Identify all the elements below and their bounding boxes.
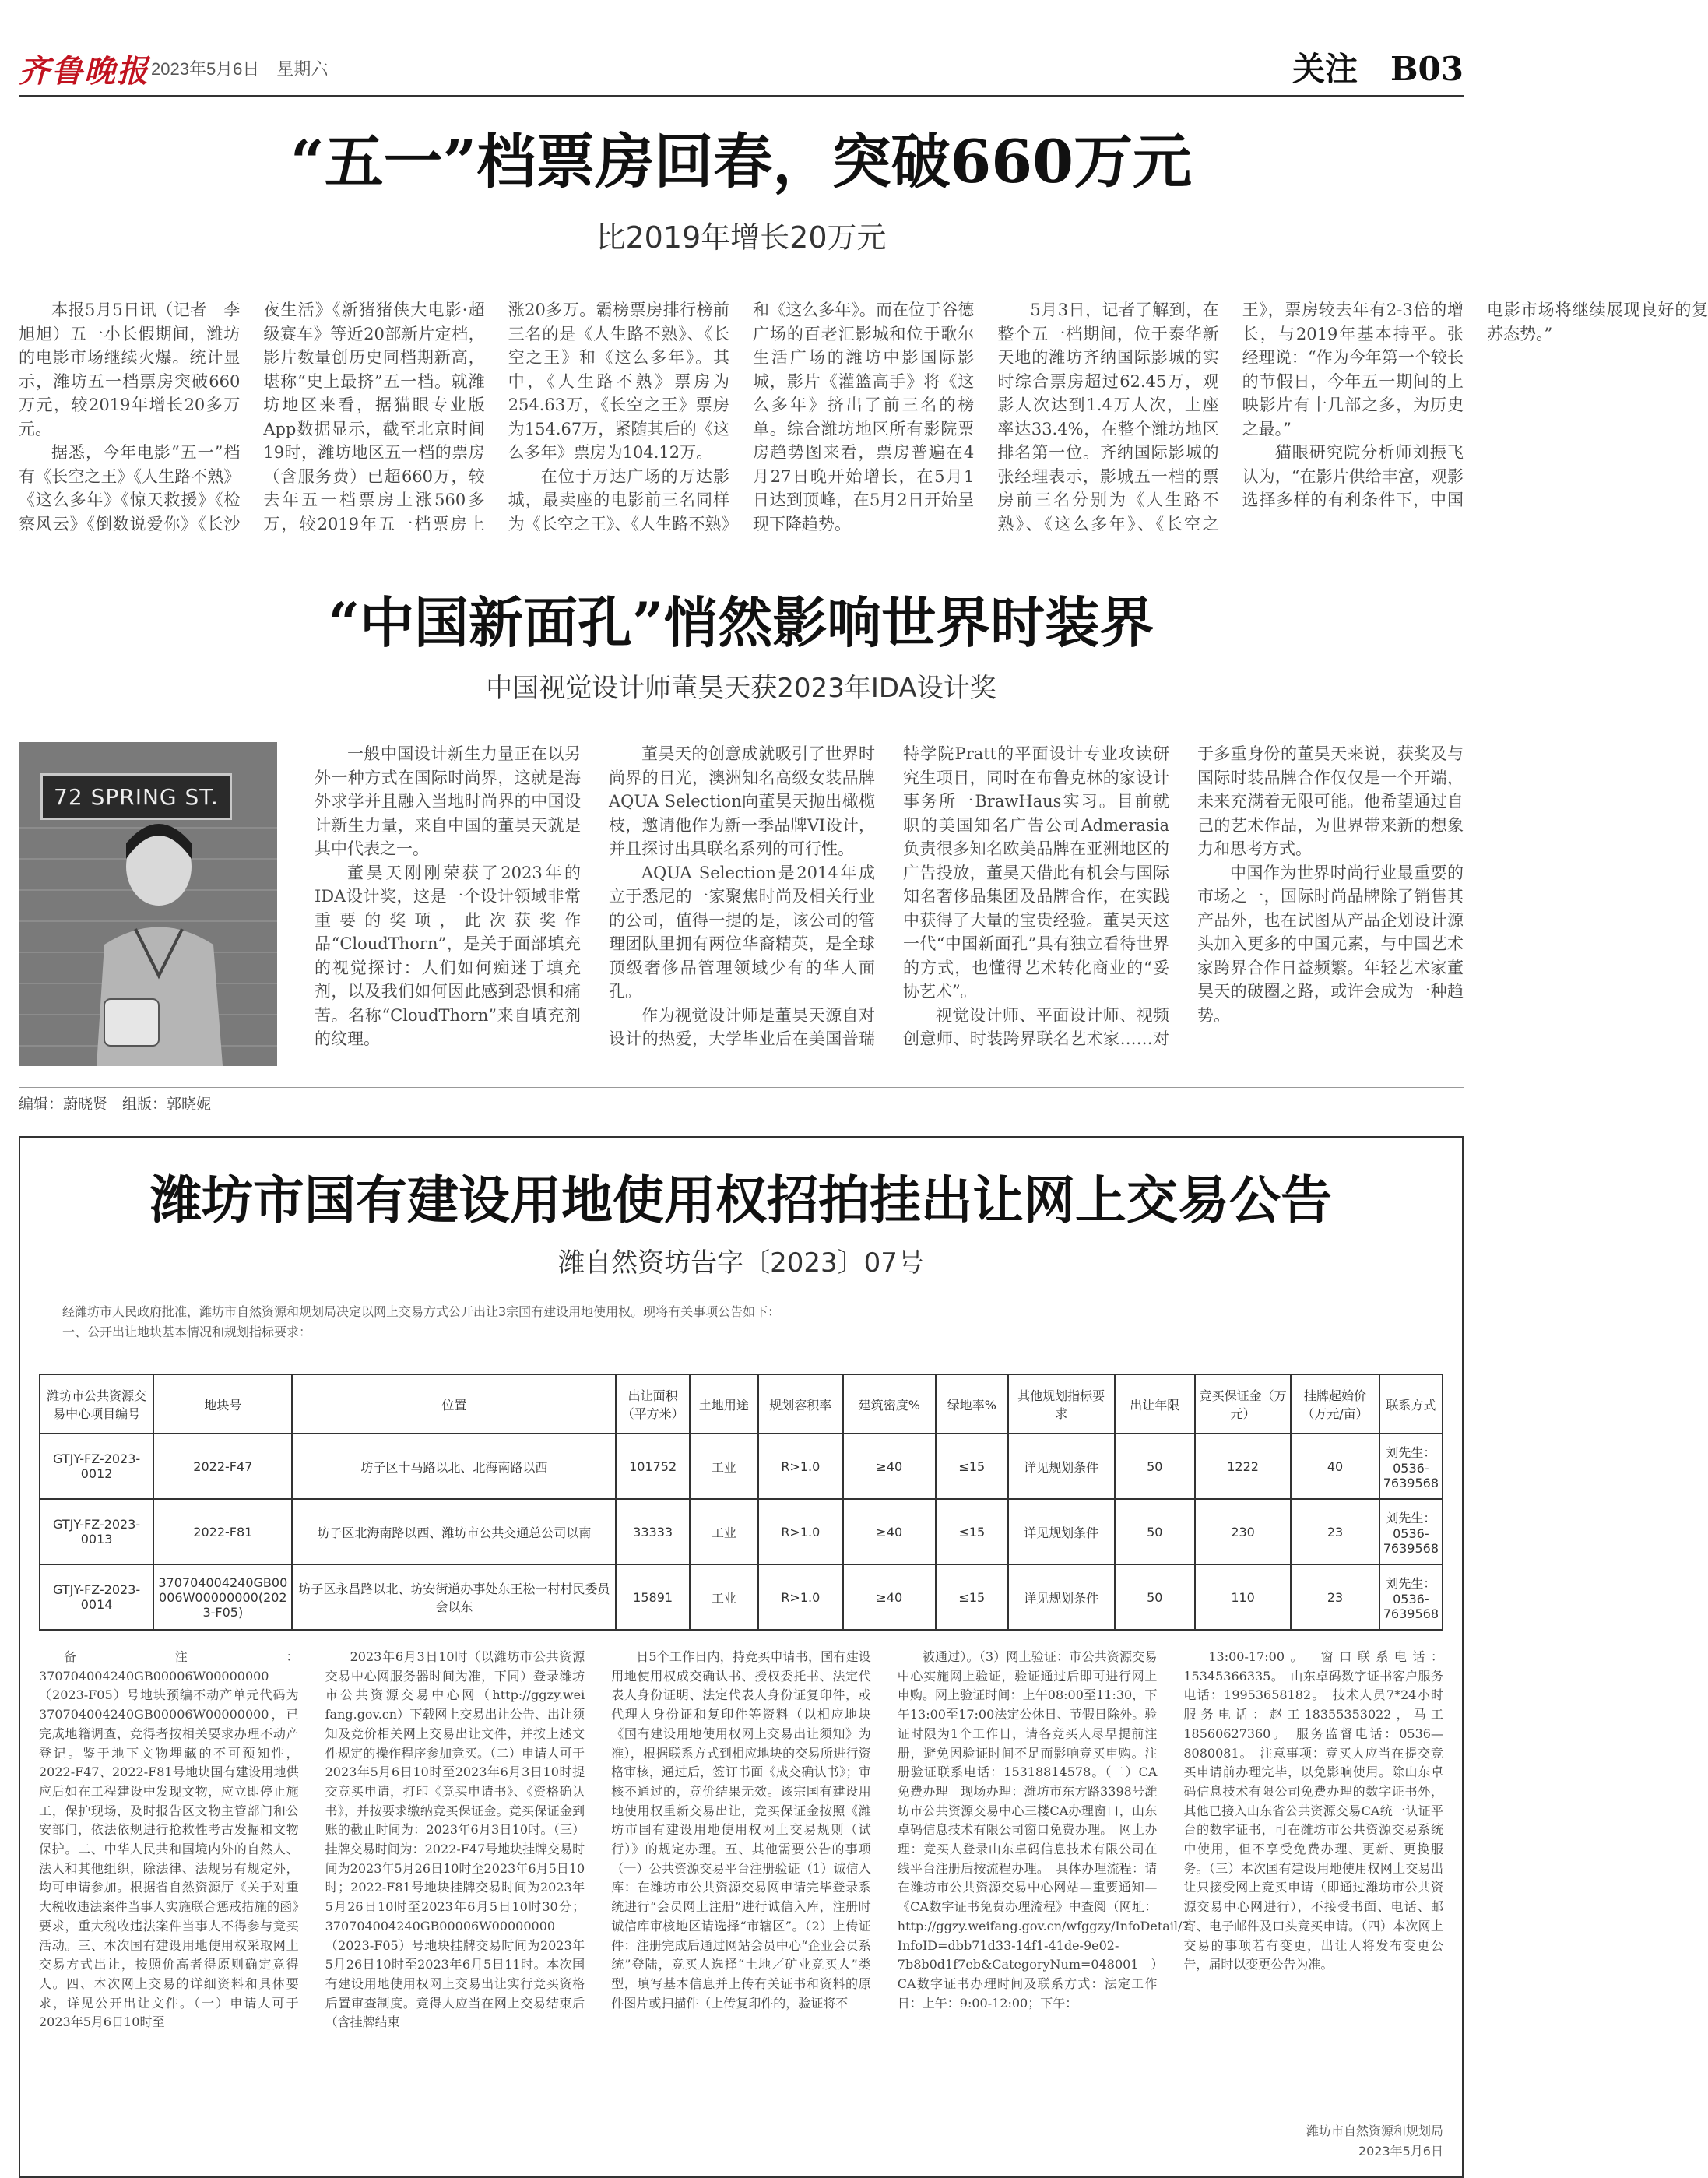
table-cell: ≥40 — [843, 1499, 936, 1564]
table-cell: 刘先生：0536-7639568 — [1379, 1434, 1443, 1499]
article2-subtitle: 中国视觉设计师董昊天获2023年IDA设计奖 — [486, 673, 996, 704]
table-cell: 坊子区十马路以北、北海南路以西 — [292, 1434, 616, 1499]
table-cell: 40 — [1291, 1434, 1379, 1499]
notice-subtitle: 潍自然资坊告字〔2023〕07号 — [558, 1247, 924, 1279]
table-cell: 50 — [1115, 1499, 1195, 1564]
table-cell: GTJY-FZ-2023-0012 — [40, 1434, 153, 1499]
column-header: 出让面积（平方米） — [616, 1374, 689, 1434]
article2-paragraph: 作为视觉设计师是董昊天源自对设计的热爱，大学毕业后在美国普瑞特学院Pratt的平面设计专业攻读研究生项目，同时在布鲁克林的家设计事务所一BrawHaus实习。目前就职的美国知名广告公司Admerasia负责很多知名欧美品牌在亚洲地区的广告投放，董昊天借此有机会与国际知名奢侈品集团及品牌合作，在实践中获得了大量的宝贵经验。董昊天这一代“中国新面孔”具有独立看待世界的方式，也懂得艺术转化商业的“妥协艺术”。 — [609, 744, 1169, 1048]
land-parcel-table — [39, 1374, 1443, 1631]
table-cell: ≤15 — [936, 1564, 1008, 1630]
table-cell: 33333 — [616, 1499, 689, 1564]
table-cell: R>1.0 — [758, 1499, 843, 1564]
table-cell: 23 — [1291, 1499, 1379, 1564]
notice-issuer: 潍坊市自然资源和规划局 — [1306, 2123, 1443, 2138]
table-row — [40, 1564, 1443, 1630]
editor-credit: 编辑：蔚晓贤 组版：郭晓妮 — [19, 1096, 212, 1113]
table-cell: R>1.0 — [758, 1434, 843, 1499]
article2-paragraph: 一般中国设计新生力量正在以另外一种方式在国际时尚界，这就是海外求学并且融入当地时尚界的中国设计新生力量，来自中国的董昊天就是其中代表之一。 — [315, 744, 581, 858]
table-cell: 刘先生：0536-7639568 — [1379, 1499, 1443, 1564]
column-header: 潍坊市公共资源交易中心项目编号 — [40, 1374, 153, 1434]
article1-paragraph: 在位于万达广场的万达影城，最卖座的电影前三名同样为《长空之王》、《人生路不熟》和《这么多年》。而在位于谷德广场的百老汇影城和位于歌尔生活广场的潍坊中影国际影城，影片《灌篮高手》将《这么多年》挤出了前三名的榜单。综合潍坊地区所有影院票房趋势图来看，票房普遍在4月27日晚开始增长，在5月1日达到顶峰，在5月2日开始呈现下降趋势。 — [508, 301, 975, 533]
table-cell: 2022-F81 — [153, 1499, 292, 1564]
notice-column: 2023年6月3日10时（以潍坊市公共资源交易中心网服务器时间为准，下同）登录潍坊市公共资源交易中心网（http://ggzy.wei fang.gov.cn）下载网上交易出让公告、出让须知及竞价相关网上交易出让文件，并按上述文件规定的操作程序参加竞买。（二）申请人可于2023年5月6日10时至2023年6月3日10时提交竞买申请，打印《竞买申请书》、《资格确认书》，并按要求缴纳竞买保证金。竞买保证金到账的截止时间为：2023年6月3日10时。（三）挂牌交易时间为：2022-F47号地块挂牌交易时间为2023年5月26日10时至2023年6月5日10时；2022-F81号地块挂牌交易时间为2023年5月26日10时至2023年6月5日10时30分；370704004240GB00006W00000000（2023-F05）号地块挂牌交易时间为2023年5月26日10时至2023年6月5日11时。本次国有建设用地使用权网上交易出让实行竞买资格后置审查制度。竞得人应当在网上交易结束后（含挂牌结束 — [325, 1649, 585, 2030]
column-header: 其他规划指标要求 — [1008, 1374, 1115, 1434]
column-header: 地块号 — [153, 1374, 292, 1434]
table-cell: 2022-F47 — [153, 1434, 292, 1499]
newspaper-logo: 齐鲁晚报 — [19, 53, 149, 90]
notice-column: 13:00-17:00。 窗口联系电话：15345366335。 山东卓码数字证书客户服务电话：19953658182。 技术人员7*24小时服务电话：赵工18355353022，马工18560627360。 服务监督电话：0536—8080081。 注意事项：竞买人应当在提交竞买申请前办理完毕，以免影响使用。除山东卓码信息技术有限公司免费办理的数字证书外，其他已接入山东省公共资源交易CA统一认证平台的数字证书，可在潍坊市公共资源交易系统中使用，但不享受免费办理、更新、更换服务。（三）本次国有建设用地使用权网上交易出让只接受网上竞买申请（即通过潍坊市公共资源交易中心网进行），不接受书面、电话、邮寄、电子邮件及口头竞买申请。（四）本次网上交易的事项若有变更，出让人将发布变更公告，届时以变更公告为准。 — [1183, 1649, 1443, 1972]
masthead — [19, 39, 1464, 90]
table-cell: 50 — [1115, 1564, 1195, 1630]
table-cell: 50 — [1115, 1434, 1195, 1499]
table-cell: 工业 — [690, 1499, 758, 1564]
table-row — [40, 1434, 1443, 1499]
article1-body — [19, 298, 1708, 555]
table-cell: GTJY-FZ-2023-0014 — [40, 1564, 153, 1630]
table-cell: 坊子区北海南路以西、潍坊市公共交通总公司以南 — [292, 1499, 616, 1564]
table-cell: ≤15 — [936, 1499, 1008, 1564]
table-cell: ≥40 — [843, 1434, 936, 1499]
column-header: 位置 — [292, 1374, 616, 1434]
article2-paragraph: 董昊天的创意成就吸引了世界时尚界的目光，澳洲知名高级女装品牌AQUA Selection向董昊天抛出橄榄枝，邀请他作为新一季品牌VI设计，并且探讨出具联名系列的可行性。 — [609, 744, 875, 858]
notice-body — [39, 1648, 1443, 2107]
table-cell: 370704004240GB00006W00000000(2023-F05) — [153, 1564, 292, 1630]
column-header: 土地用途 — [690, 1374, 758, 1434]
article1-paragraph: 据悉，今年电影“五一”档有《长空之王》《人生路不熟》《这么多年》《惊天救援》《检察风云》《倒数说爱你》《长沙夜生活》《新猪猪侠大电影·超级赛车》等近20部新片定档，影片数量创历史同档期新高，堪称“史上最挤”五一档。就潍坊地区来看，据猫眼专业版App数据显示，截至北京时间19时，潍坊地区五一档的票房（含服务费）已超660万，较去年五一档票房上涨560多万，较2019年五一档票房上涨20多万。霸榜票房排行榜前三名的是《人生路不熟》、《长空之王》和《这么多年》。其中，《人生路不熟》票房为254.63万，《长空之王》票房为154.67万，紧随其后的《这么多年》票房为104.12万。 — [19, 301, 729, 533]
article2-title: “中国新面孔”悄然影响世界时装界 — [328, 590, 1154, 655]
column-header: 出让年限 — [1115, 1374, 1195, 1434]
table-cell: 工业 — [690, 1564, 758, 1630]
table-cell: 工业 — [690, 1434, 758, 1499]
notice-intro-section: 一、公开出让地块基本情况和规划指标要求： — [62, 1325, 312, 1339]
table-header-row — [40, 1374, 1443, 1434]
street-sign: 72 SPRING ST. — [40, 773, 232, 820]
issue-date: 2023年5月6日 星期六 — [151, 59, 329, 79]
table-cell: 1222 — [1195, 1434, 1291, 1499]
column-header: 联系方式 — [1379, 1374, 1443, 1434]
notice-column: 日5个工作日内，持竞买申请书，国有建设用地使用权成交确认书、授权委托书、法定代表人身份证明、法定代表人身份证复印件，或代理人身份证和复印件等资料（以相应地块《国有建设用地使用权网上交易出让须知》为准），根据联系方式到相应地块的交易所进行资格审核，通过后，签订书面《成交确认书》；审核不通过的，竞价结果无效。该宗国有建设用地使用权重新交易出让，竞买保证金按照《潍坊市国有建设用地使用权网上交易规则（试行）》的规定办理。五、其他需要公告的事项（一）公共资源交易平台注册验证（1）诚信入库：在潍坊市公共资源交易网申请完毕登录系统进行“会员网上注册”进行诚信入库，注册时诚信库审核地区请选择“市辖区”。（2）上传证件：注册完成后通过网站会员中心“企业会员系统”登陆，竞买人选择“土地／矿业竞买人”类型，填写基本信息并上传有关证书和资料的原件图片或扫描件（上传复印件的，验证将不 — [611, 1649, 871, 2011]
article2-paragraph: 董昊天刚刚荣获了2023年的IDA设计奖，这是一个设计领域非常重要的奖项，此次获奖作品“CloudThorn”，是关于面部填充的视觉探讨：人们如何痴迷于填充剂，以及我们如何因此感到恐惧和痛苦。名称“CloudThorn”来自填充剂的纹理。 — [315, 863, 581, 1048]
column-header: 绿地率% — [936, 1374, 1008, 1434]
notice-title: 潍坊市国有建设用地使用权招拍挂出让网上交易公告 — [150, 1170, 1332, 1230]
column-header: 建筑密度% — [843, 1374, 936, 1434]
notice-column: 被通过）。（3）网上验证：市公共资源交易中心实施网上验证，验证通过后即可进行网上申购。网上验证时间：上午08:00至11:30，下午13:00至17:00法定公休日、节假日除外。验证时限为1个工作日，请各竞买人尽早提前注册，避免因验证时间不足而影响竞买申购。注册验证联系电话：15318814578。（二）CA免费办理 现场办理：潍坊市东方路3398号潍坊市公共资源交易中心三楼CA办理窗口，山东卓码信息技术有限公司窗口免费办理。 网上办理：竞买人登录山东卓码信息技术有限公司在线平台注册后按流程办理。 具体办理流程：请在潍坊市公共资源交易中心网站—重要通知—《CA数字证书免费办理流程》中查阅（网址：http://ggzy.weifang.gov.cn/wfggzy/InfoDetail/?InfoID=dbb71d33-14f1-41de-9e02-7b8b0d1f7eb&CategoryNum=048001） CA数字证书办理时间及联系方式：法定工作日：上午：9:00-12:00；下午： — [897, 1649, 1190, 2011]
article1-paragraph: 5月3日，记者了解到，在整个五一档期间，位于泰华新天地的潍坊齐纳国际影城的实时综合票房超过62.45万，观影人次达到1.4万人次，上座率达33.4%，在整个潍坊地区排名第一位。齐纳国际影城的张经理表示，影城五一档的票房前三名分别为《人生路不熟》、《这么多年》、《长空之王》，票房较去年有2-3倍的增长，与2019年基本持平。张经理说：“作为今年第一个较长的节假日，今年五一期间的上映影片有十几部之多，为历史之最。” — [997, 301, 1464, 533]
table-cell: 101752 — [616, 1434, 689, 1499]
designer-photo — [19, 742, 277, 1066]
masthead-rule — [19, 95, 1464, 97]
table-cell: 详见规划条件 — [1008, 1499, 1115, 1564]
column-header: 规划容积率 — [758, 1374, 843, 1434]
table-cell: 230 — [1195, 1499, 1291, 1564]
article1-paragraph: 本报5月5日讯（记者 李旭旭）五一小长假期间，潍坊的电影市场继续火爆。统计显示，潍坊五一档票房突破660万元，较2019年增长20多万元。 — [19, 301, 241, 438]
table-cell: 详见规划条件 — [1008, 1434, 1115, 1499]
table-cell: 刘先生：0536-7639568 — [1379, 1564, 1443, 1630]
table-cell: ≥40 — [843, 1564, 936, 1630]
column-header: 竞买保证金（万元） — [1195, 1374, 1291, 1434]
column-header: 挂牌起始价（万元/亩） — [1291, 1374, 1379, 1434]
notice-date: 2023年5月6日 — [1358, 2144, 1443, 2159]
table-row — [40, 1499, 1443, 1564]
notice-intro: 经潍坊市人民政府批准，潍坊市自然资源和规划局决定以网上交易方式公开出让3宗国有建设用地使用权。现将有关事项公告如下： — [62, 1304, 781, 1319]
table-cell: GTJY-FZ-2023-0013 — [40, 1499, 153, 1564]
article1-paragraph: 猫眼研究院分析师刘振飞认为，“在影片供给丰富，观影选择多样的有利条件下，中国电影市场将继续展现良好的复苏态势。” — [1242, 301, 1708, 509]
article2-paragraph: 视觉设计师、平面设计师、视频创意师、时装跨界联名艺术家……对于多重身份的董昊天来说，获奖及与国际时装品牌合作仅仅是一个开端，未来充满着无限可能。他希望通过自己的艺术作品，为世界带来新的想象力和思考方式。 — [903, 744, 1464, 1048]
article2-paragraph: AQUA Selection是2014年成立于悉尼的一家聚焦时尚及相关行业的公司，值得一提的是，该公司的管理团队里拥有两位华裔精英，是全球顶级奢侈品管理领域少有的华人面孔。 — [609, 863, 875, 1001]
table-cell: R>1.0 — [758, 1564, 843, 1630]
article1-title: “五一”档票房回春，突破660万元 — [290, 127, 1193, 196]
editor-rule — [19, 1087, 1464, 1088]
table-cell: ≤15 — [936, 1434, 1008, 1499]
article2-paragraph: 中国作为世界时尚行业最重要的市场之一，国际时尚品牌除了销售其产品外，也在试图从产品企划设计源头加入更多的中国元素，与中国艺术家跨界合作日益频繁。年轻艺术家董昊天的破圈之路，或许会成为一种趋势。 — [1197, 863, 1464, 1025]
table-cell: 23 — [1291, 1564, 1379, 1630]
table-cell: 110 — [1195, 1564, 1291, 1630]
table-cell: 15891 — [616, 1564, 689, 1630]
notice-column: 备注：370704004240GB00006W00000000（2023-F05）号地块预编不动产单元代码为370704004240GB00006W00000000，已完成地籍调查，竞得者按相关要求办理不动产登记。鉴于地下文物埋藏的不可预知性，2022-F47、2022-F81号地块国有建设用地供应后如在工程建设中发现文物，应立即停止施工，保护现场，及时报告区文物主管部门和公安部门，依法依规进行抢救性考古发掘和文物保护。二、中华人民共和国境内外的自然人、法人和其他组织，除法律、法规另有规定外，均可申请参加。根据省自然资源厅《关于对重大税收违法案件当事人实施联合惩戒措施的函》要求，重大税收违法案件当事人不得参与竞买活动。三、本次国有建设用地使用权采取网上交易方式出让，按照价高者得原则确定竞得人。四、本次网上交易的详细资料和具体要求，详见公开出让文件。（一）申请人可于2023年5月6日10时至 — [39, 1649, 299, 2030]
article1-subtitle: 比2019年增长20万元 — [596, 220, 887, 255]
section-label: 关注 B03 — [1292, 50, 1464, 88]
article2-body — [315, 742, 1464, 1066]
table-cell: 详见规划条件 — [1008, 1564, 1115, 1630]
table-cell: 坊子区永昌路以北、坊安街道办事处东王松一村村民委员会以东 — [292, 1564, 616, 1630]
